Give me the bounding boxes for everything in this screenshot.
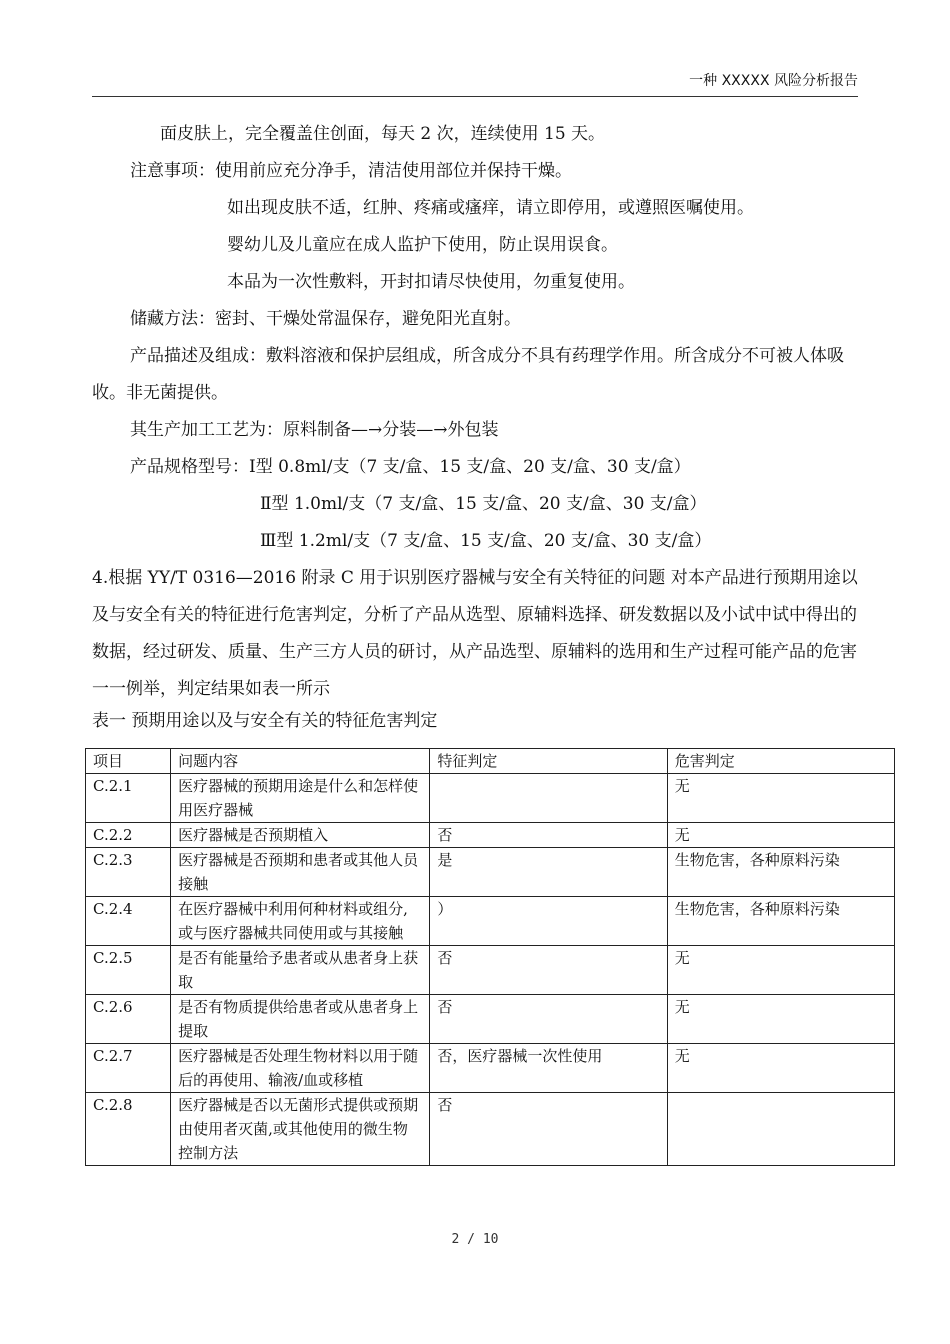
- table-cell: 在医疗器械中利用何种材料或组分,或与医疗器械共同使用或与其接触: [171, 897, 430, 946]
- table-cell: C.2.5: [86, 946, 171, 995]
- table-cell: 生物危害，各种原料污染: [667, 897, 894, 946]
- text-line: 本品为一次性敷料，开封扣请尽快使用，勿重复使用。: [227, 272, 635, 292]
- table-cell: 否: [430, 946, 667, 995]
- table-cell: [667, 1093, 894, 1166]
- table-cell: C.2.8: [86, 1093, 171, 1166]
- table-row: [86, 995, 895, 1044]
- paragraph: 4.根据 YY/T 0316—2016 附录 C 用于识别医疗器械与安全有关特征的问题 对本产品进行预期用途以及与安全有关的特征进行危害判定，分析了产品从选型、原辅料选择、研发数据以及小试中试中得出的数据，经过研发、质量、生产三方人员的研讨，从产品选型、原辅料的选用和生产过程可能产品的危害一一例举，判定结果如表一所示: [92, 568, 858, 699]
- table-cell: [430, 774, 667, 823]
- document-body: [92, 116, 860, 734]
- table-row: [86, 823, 895, 848]
- text-line: 储藏方法：密封、干燥处常温保存，避免阳光直射。: [130, 309, 521, 329]
- text-line: Ⅲ型 1.2ml/支（7 支/盒、15 支/盒、20 支/盒、30 支/盒）: [260, 531, 712, 551]
- table-row: [86, 1044, 895, 1093]
- table-cell: 否: [430, 823, 667, 848]
- text-line: 注意事项：使用前应充分净手，清洁使用部位并保持干燥。: [130, 161, 572, 181]
- table-cell: 生物危害，各种原料污染: [667, 848, 894, 897]
- table-caption: 表一 预期用途以及与安全有关的特征危害判定: [92, 711, 438, 731]
- table-row: [86, 774, 895, 823]
- text-line: 婴幼儿及儿童应在成人监护下使用，防止误用误食。: [227, 235, 618, 255]
- header-rule: [92, 96, 858, 97]
- table-cell: 是: [430, 848, 667, 897]
- table-cell: C.2.4: [86, 897, 171, 946]
- table-cell: 无: [667, 1044, 894, 1093]
- table-cell: 无: [667, 774, 894, 823]
- table-cell: 否，医疗器械一次性使用: [430, 1044, 667, 1093]
- paragraph: 产品描述及组成：敷料溶液和保护层组成，所含成分不具有药理学作用。所含成分不可被人体吸收。非无菌提供。: [92, 346, 844, 403]
- page-number: 2 / 10: [451, 1232, 499, 1247]
- column-header: 危害判定: [667, 749, 894, 774]
- table-cell: 医疗器械的预期用途是什么和怎样使用医疗器械: [171, 774, 430, 823]
- text-line: 面皮肤上，完全覆盖住创面，每天 2 次，连续使用 15 天。: [160, 124, 606, 144]
- table-cell: C.2.1: [86, 774, 171, 823]
- column-header: 问题内容: [171, 749, 430, 774]
- table-cell: C.2.3: [86, 848, 171, 897]
- table-cell: 无: [667, 946, 894, 995]
- running-header: 一种 XXXXX 风险分析报告: [689, 73, 858, 89]
- text-line: 如出现皮肤不适，红肿、疼痛或瘙痒，请立即停用，或遵照医嘱使用。: [227, 198, 754, 218]
- table-cell: 无: [667, 823, 894, 848]
- table-row: [86, 897, 895, 946]
- table-cell: 是否有物质提供给患者或从患者身上提取: [171, 995, 430, 1044]
- table-cell: 医疗器械是否以无菌形式提供或预期由使用者灭菌,或其他使用的微生物控制方法: [171, 1093, 430, 1166]
- table-row: [86, 848, 895, 897]
- table-cell: C.2.6: [86, 995, 171, 1044]
- text-line: 产品规格型号：Ⅰ型 0.8ml/支（7 支/盒、15 支/盒、20 支/盒、30 支/盒）: [130, 457, 691, 477]
- table-cell: 否: [430, 1093, 667, 1166]
- hazard-table: [85, 748, 895, 1166]
- table-cell: 医疗器械是否预期植入: [171, 823, 430, 848]
- table-row: [86, 946, 895, 995]
- table-cell: ）: [430, 897, 667, 946]
- table-cell: 否: [430, 995, 667, 1044]
- table-header-row: [86, 749, 895, 774]
- text-line: 其生产加工工艺为：原料制备—→分装—→外包装: [130, 420, 499, 440]
- table-cell: 医疗器械是否处理生物材料以用于随后的再使用、输液/血或移植: [171, 1044, 430, 1093]
- table-cell: 医疗器械是否预期和患者或其他人员接触: [171, 848, 430, 897]
- column-header: 特征判定: [430, 749, 667, 774]
- table-cell: 是否有能量给予患者或从患者身上获取: [171, 946, 430, 995]
- table-cell: C.2.2: [86, 823, 171, 848]
- table-row: [86, 1093, 895, 1166]
- table-cell: C.2.7: [86, 1044, 171, 1093]
- text-line: Ⅱ型 1.0ml/支（7 支/盒、15 支/盒、20 支/盒、30 支/盒）: [260, 494, 707, 514]
- table-cell: 无: [667, 995, 894, 1044]
- column-header: 项目: [86, 749, 171, 774]
